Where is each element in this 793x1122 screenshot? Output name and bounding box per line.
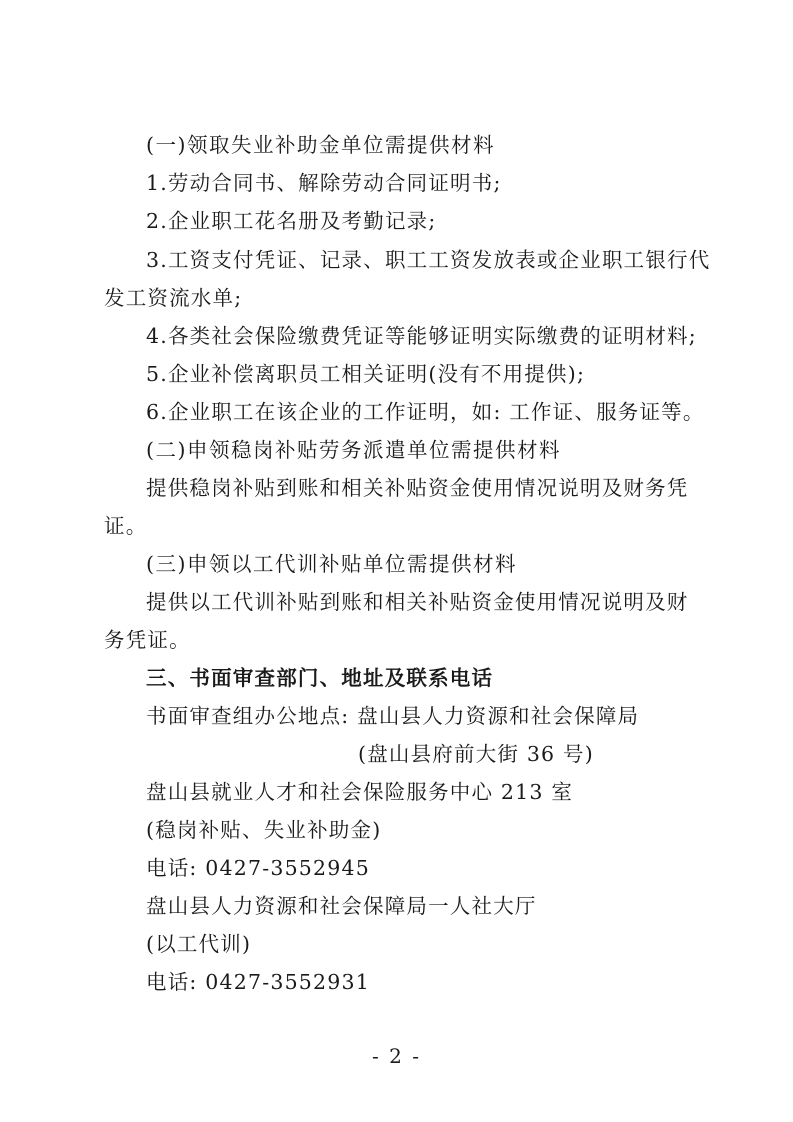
section-1-heading: (一)领取失业补助金单位需提供材料: [146, 133, 495, 157]
office-location: 书面审查组办公地点: 盘山县人力资源和社会保障局: [146, 704, 640, 728]
section-2-text-line-1: 提供稳岗补贴到账和相关补贴资金使用情况说明及财务凭: [146, 476, 689, 500]
section-2-heading: (二)申领稳岗补贴劳务派遣单位需提供材料: [146, 438, 561, 462]
center-2-name: 盘山县人力资源和社会保障局一人社大厅: [146, 894, 537, 918]
center-1-name: 盘山县就业人才和社会保险服务中心 213 室: [146, 780, 574, 804]
section-1-item-4: 4.各类社会保险缴费凭证等能够证明实际缴费的证明材料;: [146, 324, 697, 348]
center-1-scope: (稳岗补贴、失业补助金): [146, 818, 382, 842]
section-1-item-6: 6.企业职工在该企业的工作证明，如: 工作证、服务证等。: [146, 400, 705, 424]
center-2-scope: (以工代训): [146, 932, 252, 956]
page-number: - 2 -: [372, 1044, 421, 1068]
center-2-phone: 电话: 0427-3552931: [146, 970, 371, 994]
part-3-heading: 三、书面审查部门、地址及联系电话: [146, 666, 494, 690]
section-3-text-line-1: 提供以工代训补贴到账和相关补贴资金使用情况说明及财: [146, 590, 689, 614]
office-address: (盘山县府前大街 36 号): [358, 742, 594, 766]
section-1-item-2: 2.企业职工花名册及考勤记录;: [146, 209, 437, 233]
section-3-heading: (三)申领以工代训补贴单位需提供材料: [146, 552, 517, 576]
section-1-item-3-continued: 发工资流水单;: [104, 286, 243, 310]
section-3-text-line-2: 务凭证。: [104, 628, 191, 652]
section-2-text-line-2: 证。: [104, 514, 148, 538]
section-1-item-1: 1.劳动合同书、解除劳动合同证明书;: [146, 171, 502, 195]
section-1-item-3: 3.工资支付凭证、记录、职工工资发放表或企业职工银行代: [146, 248, 711, 272]
center-1-phone: 电话: 0427-3552945: [146, 856, 371, 880]
section-1-item-5: 5.企业补偿离职员工相关证明(没有不用提供);: [146, 362, 586, 386]
